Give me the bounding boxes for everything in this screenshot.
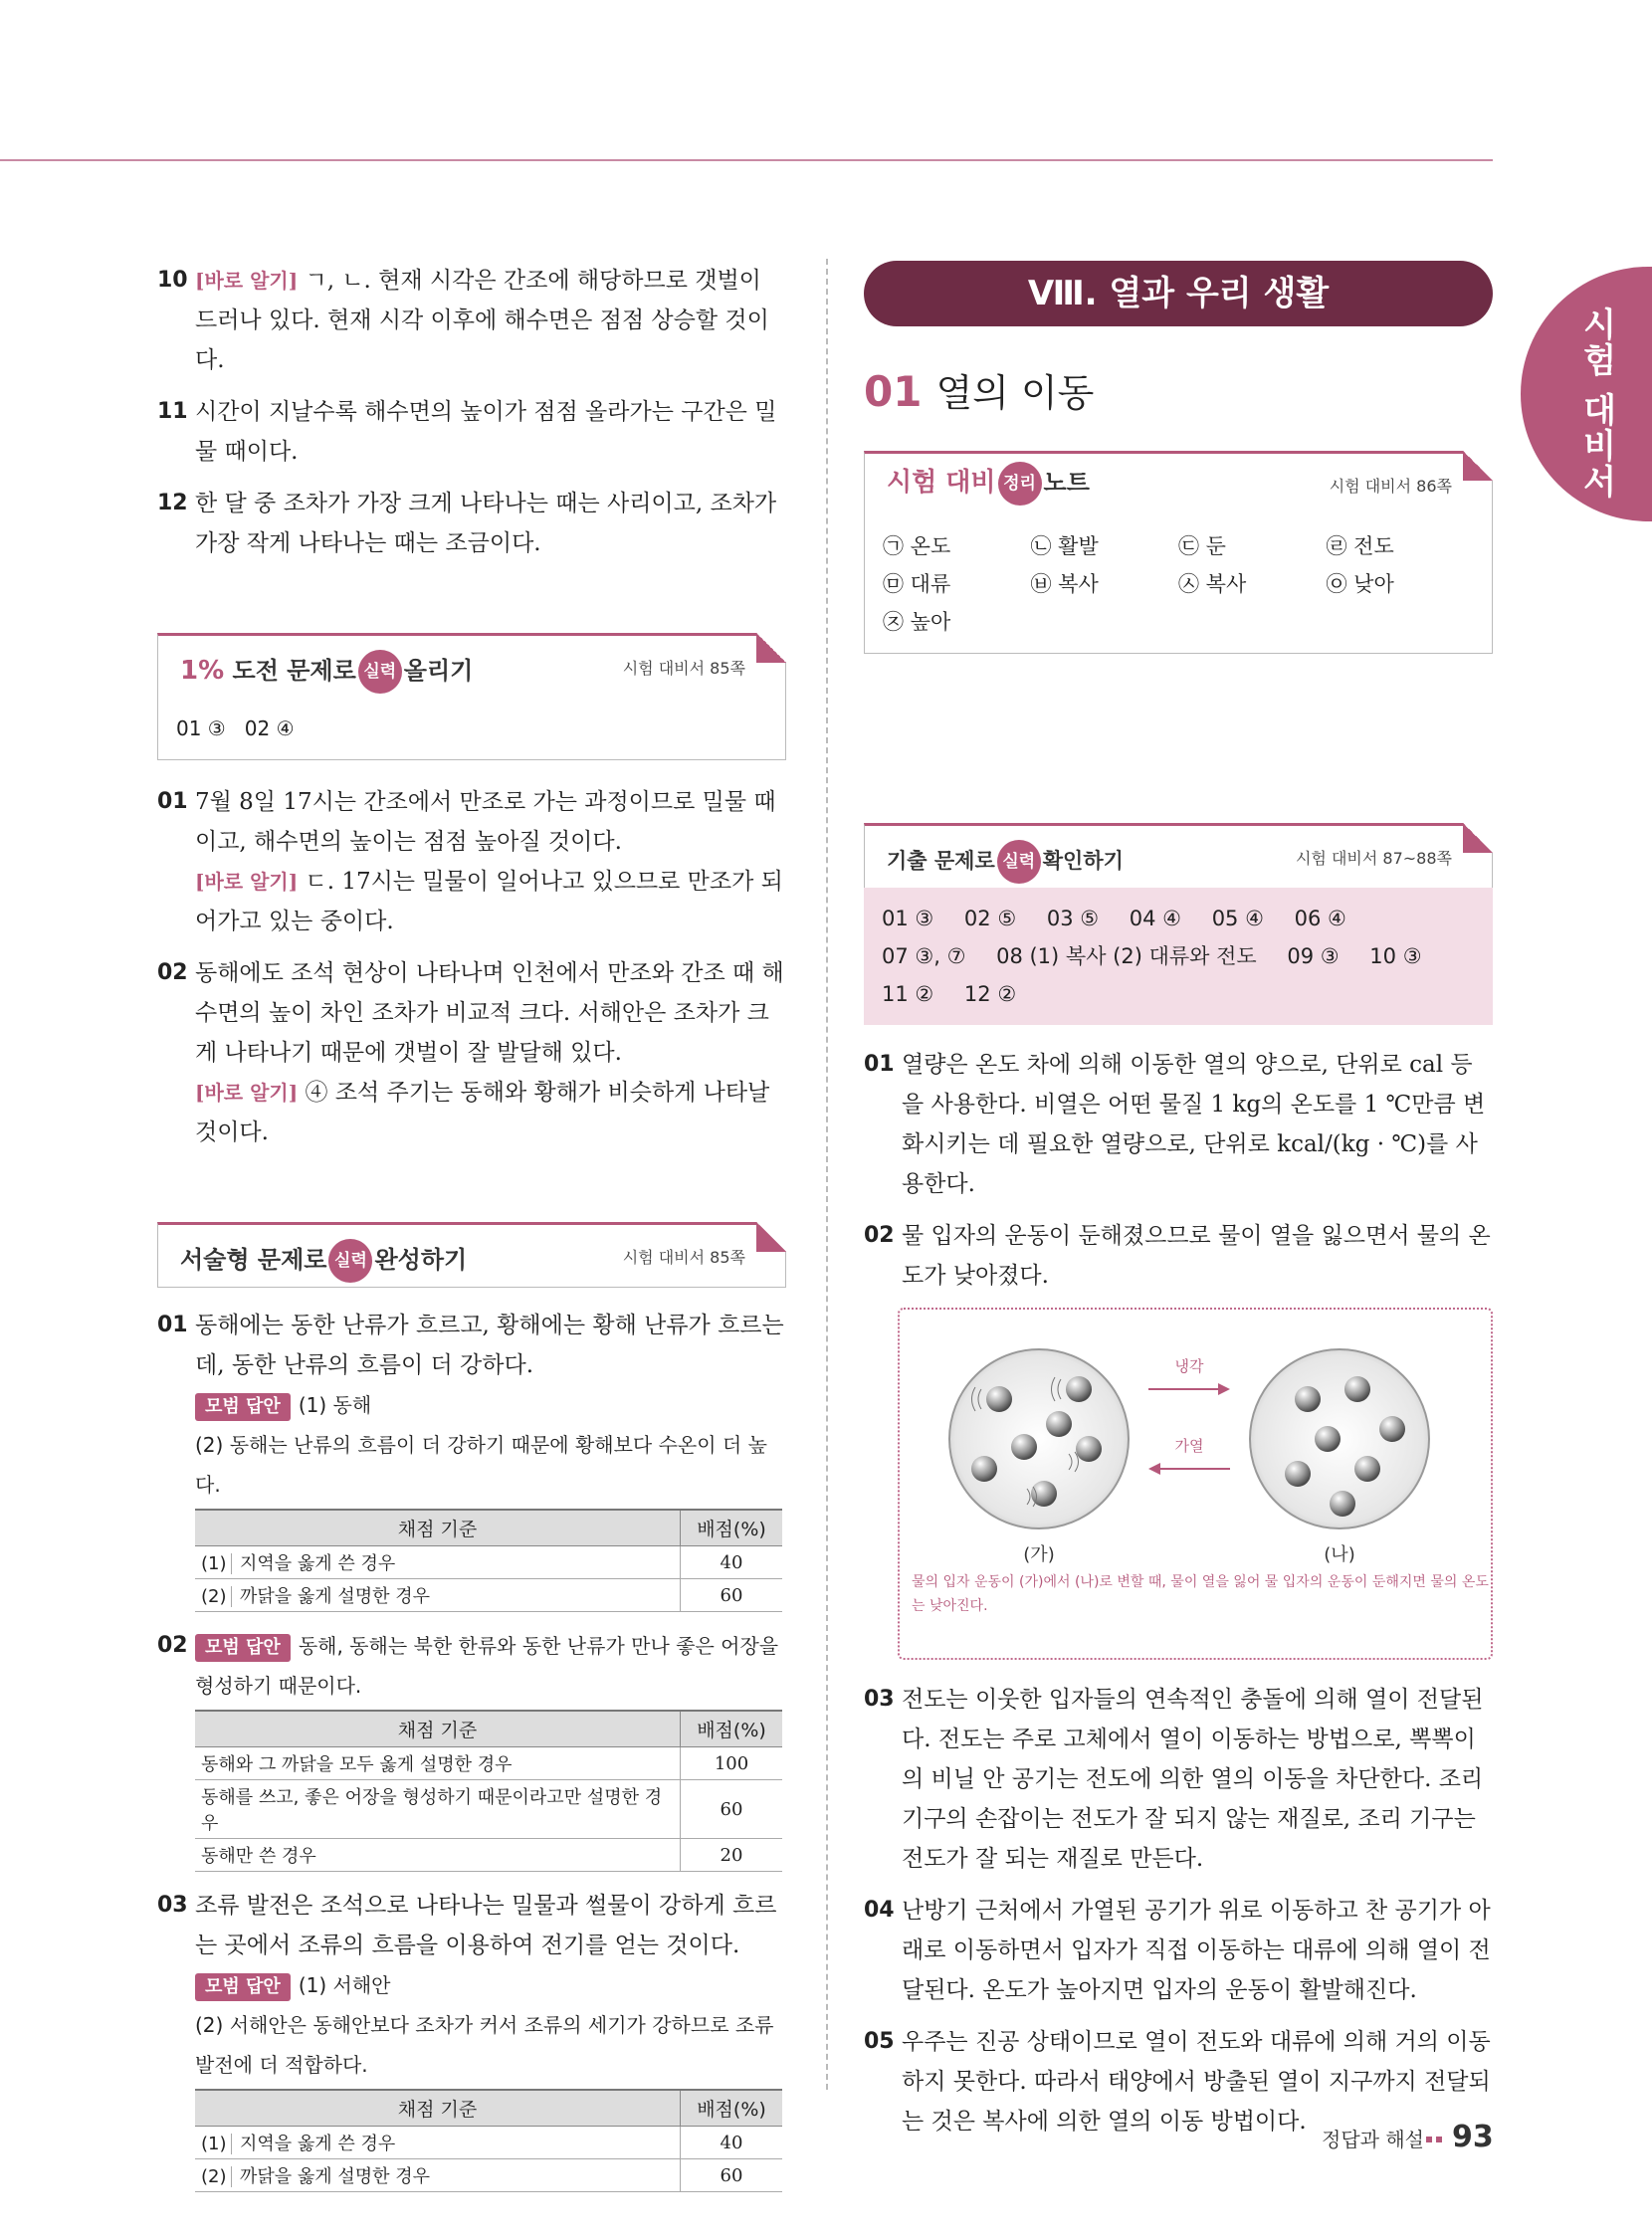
correction-label: [바로 알기] bbox=[195, 1081, 299, 1105]
side-tab bbox=[1521, 267, 1652, 521]
box-title-b: 확인하기 bbox=[1042, 849, 1124, 873]
box-header bbox=[157, 633, 786, 698]
page-footer bbox=[1322, 2120, 1494, 2154]
box-reference: 시험 대비서 85쪽 bbox=[622, 1248, 745, 1267]
table-row bbox=[195, 2159, 782, 2192]
item-number: 02 bbox=[157, 1633, 188, 1658]
answer-key: 10 ③ bbox=[1369, 944, 1422, 968]
item-text: 난방기 근처에서 가열된 공기가 위로 이동하고 찬 공기가 아래로 이동하면서 입자가 직접 이동하는 대류에 의해 열이 전달된다. 온도가 높아지면 입자의 운동이 활발해진다. bbox=[902, 1898, 1491, 2003]
criteria-header: 채점 기준 bbox=[195, 2090, 681, 2127]
item-text: ㄱ, ㄴ. 현재 시각은 간조에 해당하므로 갯벌이 드러나 있다. 현재 시각 이후에 해수면은 점점 상승할 것이다. bbox=[195, 268, 769, 373]
box-reference: 시험 대비서 87~88쪽 bbox=[1295, 849, 1452, 868]
answer-item bbox=[864, 1891, 1493, 2010]
footer-dot-icon bbox=[1426, 2137, 1432, 2142]
box-header bbox=[157, 1222, 786, 1288]
section-title: 열의 이동 bbox=[935, 371, 1095, 415]
figure-label-b: (나) bbox=[1324, 1544, 1355, 1565]
answer-item bbox=[157, 953, 786, 1152]
item-text: 한 달 중 조차가 가장 크게 나타나는 때는 사리이고, 조차가 가장 작게 나타나는 때는 조금이다. bbox=[195, 491, 777, 556]
box-answers: 01 ③ 02 ④ bbox=[157, 698, 786, 760]
box-title-a: 기출 문제로 bbox=[887, 849, 995, 873]
model-answer bbox=[157, 1385, 786, 1505]
note-item: ㉠ 온도 bbox=[883, 534, 951, 558]
answer-item bbox=[157, 261, 786, 380]
correction-label: [바로 알기] bbox=[195, 870, 299, 894]
box-badge: 실력 bbox=[358, 650, 402, 694]
item-text: 열량은 온도 차에 의해 이동한 열의 양으로, 단위로 cal 등을 사용한다. 비열은 어떤 물질 1 kg의 온도를 1 ℃만큼 변화시키는 데 필요한 열량으로, 단위로 kcal/(kg · ℃)를 사용한다. bbox=[902, 1052, 1486, 1197]
criteria-header: 채점 기준 bbox=[195, 1510, 681, 1546]
answer-key: 03 ⑤ bbox=[1046, 907, 1100, 930]
item-number: 03 bbox=[864, 1687, 895, 1712]
row-criteria: 까닭을 옳게 설명한 경우 bbox=[240, 2166, 431, 2187]
answer-item bbox=[157, 392, 786, 472]
page-number: 93 bbox=[1451, 2120, 1494, 2154]
box-prefix: 1% bbox=[180, 656, 225, 686]
scoring-table bbox=[195, 1710, 782, 1872]
box-answers bbox=[864, 888, 1493, 1025]
box-badge: 실력 bbox=[328, 1239, 372, 1283]
item-number: 03 bbox=[157, 1893, 188, 1918]
criteria-header: 채점 기준 bbox=[195, 1711, 681, 1747]
answer-part: (2) 동해는 난류의 흐름이 더 강하기 때문에 황해보다 수온이 더 높다. bbox=[195, 1433, 767, 1497]
row-points: 60 bbox=[681, 1780, 783, 1839]
scoring-table bbox=[195, 2089, 782, 2192]
particle-figure bbox=[898, 1308, 1493, 1660]
essay-question bbox=[157, 1306, 786, 1385]
box-title-b: 올리기 bbox=[403, 657, 474, 685]
essay-question bbox=[157, 1886, 786, 1965]
row-index: (1) bbox=[201, 1553, 232, 1574]
summary-note-box bbox=[864, 451, 1493, 654]
correction-text: ④ 조석 주기는 동해와 황해가 비슷하게 나타날 것이다. bbox=[195, 1080, 770, 1145]
challenge-box bbox=[157, 633, 786, 760]
box-reference: 시험 대비서 85쪽 bbox=[622, 659, 745, 678]
note-item: ㉢ 둔 bbox=[1178, 534, 1226, 558]
box-corner bbox=[756, 633, 786, 663]
box-title-a: 도전 문제로 bbox=[232, 657, 356, 685]
item-text: 동해에도 조석 현상이 나타나며 인천에서 만조와 간조 때 해수면의 높이 차인 조차가 비교적 크다. 서해안은 조차가 크게 나타나기 때문에 갯벌이 잘 발달해 있다. bbox=[195, 960, 784, 1066]
footer-label: 정답과 해설 bbox=[1322, 2128, 1424, 2151]
model-answer bbox=[157, 1965, 786, 2085]
answer-part: (1) 서해안 bbox=[298, 1973, 391, 1997]
box-header bbox=[864, 451, 1493, 515]
table-row bbox=[195, 1546, 782, 1579]
row-criteria: 까닭을 옳게 설명한 경우 bbox=[240, 1586, 431, 1607]
item-number: 11 bbox=[157, 399, 188, 424]
figure-caption: 물의 입자 운동이 (가)에서 (나)로 변할 때, 물이 열을 잃어 물 입자의 운동이 둔해지면 물의 온도는 낮아진다. bbox=[912, 1574, 1489, 1614]
row-criteria: 동해만 쓴 경우 bbox=[195, 1839, 681, 1872]
answer-key: 11 ② bbox=[882, 982, 934, 1006]
model-answer-label: 모범 답안 bbox=[195, 1973, 291, 2001]
points-header: 배점(%) bbox=[681, 1711, 783, 1747]
left-column bbox=[157, 261, 786, 2206]
row-index: (2) bbox=[201, 1586, 232, 1607]
item-number: 10 bbox=[157, 268, 188, 293]
table-row bbox=[195, 1579, 782, 1612]
answer-item bbox=[864, 1680, 1493, 1879]
heating-label: 가열 bbox=[1174, 1437, 1204, 1455]
model-answer-label: 모범 답안 bbox=[195, 1634, 291, 1662]
item-text: 조류 발전은 조석으로 나타나는 밀물과 썰물이 강하게 흐르는 곳에서 조류의 흐름을 이용하여 전기를 얻는 것이다. bbox=[195, 1893, 777, 1958]
answer-item bbox=[157, 484, 786, 563]
note-item: ㉧ 낮아 bbox=[1326, 572, 1394, 596]
note-item: ㉡ 활발 bbox=[1030, 534, 1099, 558]
top-rule bbox=[0, 159, 1493, 161]
particle-diagram bbox=[900, 1320, 1493, 1568]
answer-key: 05 ④ bbox=[1211, 907, 1264, 930]
exam-question-box bbox=[864, 823, 1493, 1025]
answer-key: 01 ③ bbox=[882, 907, 934, 930]
note-item: ㉥ 복사 bbox=[1030, 572, 1099, 596]
answer-part: (2) 서해안은 동해안보다 조차가 커서 조류의 세기가 강하므로 조류 발전에 더 적합하다. bbox=[195, 2013, 774, 2077]
answer-key: 04 ④ bbox=[1129, 907, 1181, 930]
section-number: 01 bbox=[864, 367, 923, 416]
table-row bbox=[195, 1839, 782, 1872]
item-number: 02 bbox=[157, 960, 188, 985]
item-number: 01 bbox=[157, 1313, 188, 1337]
answer-item bbox=[864, 1045, 1493, 1204]
section-heading bbox=[864, 362, 1493, 417]
footer-dot-icon bbox=[1436, 2137, 1442, 2142]
table-row bbox=[195, 1780, 782, 1839]
figure-label-a: (가) bbox=[1023, 1544, 1055, 1565]
box-title-a: 서술형 문제로 bbox=[180, 1246, 327, 1274]
item-text: 우주는 진공 상태이므로 열이 전도와 대류에 의해 거의 이동하지 못한다. 따라서 태양에서 방출된 열이 지구까지 전달되는 것은 복사에 의한 열의 이동 방법이다. bbox=[902, 2029, 1491, 2135]
side-tab-label: 시험 대비서 bbox=[1576, 306, 1616, 500]
box-header bbox=[864, 823, 1493, 888]
item-number: 01 bbox=[157, 789, 188, 814]
note-item: ㉨ 높아 bbox=[883, 610, 951, 634]
row-criteria: 지역을 옳게 쓴 경우 bbox=[240, 2134, 396, 2154]
box-title-b: 완성하기 bbox=[374, 1246, 468, 1274]
note-item: ㉦ 복사 bbox=[1178, 572, 1247, 596]
item-text: 전도는 이웃한 입자들의 연속적인 충돌에 의해 열이 전달된다. 전도는 주로 고체에서 열이 이동하는 방법으로, 뽁뽁이의 비닐 안 공기는 전도에 의한 열의 이동을 차단한다. 조리 기구의 손잡이는 전도가 잘 되지 않는 재질로, 조리 기구는 전도가 잘 되는 재질로 만든다. bbox=[902, 1687, 1484, 1872]
column-divider bbox=[826, 259, 828, 2090]
answer-item bbox=[157, 782, 786, 941]
row-points: 20 bbox=[681, 1839, 783, 1872]
box-body bbox=[864, 515, 1493, 654]
scoring-table bbox=[195, 1509, 782, 1612]
table-row bbox=[195, 1747, 782, 1780]
row-criteria: 동해를 쓰고, 좋은 어장을 형성하기 때문이라고만 설명한 경우 bbox=[195, 1780, 681, 1839]
cooling-label: 냉각 bbox=[1174, 1357, 1204, 1375]
answer-key: 02 ⑤ bbox=[963, 907, 1017, 930]
row-points: 40 bbox=[681, 2127, 783, 2159]
answer-key: 07 ③, ⑦ bbox=[882, 944, 966, 968]
answer-key: 06 ④ bbox=[1294, 907, 1346, 930]
answer-part: (1) 동해 bbox=[298, 1393, 372, 1417]
essay-box bbox=[157, 1222, 786, 1288]
box-badge: 정리 bbox=[998, 462, 1042, 506]
item-text: 동해, 동해는 북한 한류와 동한 난류가 만나 좋은 어장을 형성하기 때문이다. bbox=[195, 1634, 779, 1698]
item-number: 02 bbox=[864, 1223, 895, 1248]
item-text: 물 입자의 운동이 둔해졌으므로 물이 열을 잃으면서 물의 온도가 낮아졌다. bbox=[902, 1223, 1491, 1289]
correction-label: [바로 알기] bbox=[195, 269, 299, 293]
item-text: 7월 8일 17시는 간조에서 만조로 가는 과정이므로 밀물 때이고, 해수면의 높이는 점점 높아질 것이다. bbox=[195, 789, 776, 855]
box-corner bbox=[1463, 451, 1493, 481]
chapter-banner: Ⅷ. 열과 우리 생활 bbox=[864, 261, 1493, 326]
row-index: (2) bbox=[201, 2166, 232, 2187]
row-index: (1) bbox=[201, 2134, 232, 2154]
points-header: 배점(%) bbox=[681, 2090, 783, 2127]
row-criteria: 동해와 그 까닭을 모두 옳게 설명한 경우 bbox=[195, 1747, 681, 1780]
row-criteria: 지역을 옳게 쓴 경우 bbox=[240, 1553, 396, 1574]
row-points: 40 bbox=[681, 1546, 783, 1579]
right-column bbox=[864, 261, 1493, 2153]
item-text: 시간이 지날수록 해수면의 높이가 점점 올라가는 구간은 밀물 때이다. bbox=[195, 399, 777, 465]
item-text: 동해에는 동한 난류가 흐르고, 황해에는 황해 난류가 흐르는데, 동한 난류의 흐름이 더 강하다. bbox=[195, 1313, 784, 1378]
box-badge: 실력 bbox=[997, 840, 1041, 884]
correction-text: ㄷ. 17시는 밀물이 일어나고 있으므로 만조가 되어가고 있는 중이다. bbox=[195, 869, 783, 934]
box-reference: 시험 대비서 86쪽 bbox=[1329, 477, 1452, 496]
box-title-b: 노트 bbox=[1043, 469, 1090, 497]
item-number: 04 bbox=[864, 1898, 895, 1923]
box-corner bbox=[756, 1222, 786, 1252]
model-answer-label: 모범 답안 bbox=[195, 1393, 291, 1421]
answer-key: 09 ③ bbox=[1287, 944, 1340, 968]
answer-key: 08 (1) 복사 (2) 대류와 전도 bbox=[996, 944, 1257, 968]
row-points: 100 bbox=[681, 1747, 783, 1780]
item-number: 01 bbox=[864, 1052, 895, 1077]
table-row bbox=[195, 2127, 782, 2159]
answer-item bbox=[864, 1216, 1493, 1296]
heating-arrow-icon bbox=[1148, 1463, 1230, 1475]
row-points: 60 bbox=[681, 2159, 783, 2192]
essay-question bbox=[157, 1626, 786, 1706]
note-item: ㉣ 전도 bbox=[1326, 534, 1394, 558]
item-number: 12 bbox=[157, 491, 188, 515]
item-number: 05 bbox=[864, 2029, 895, 2054]
answer-key: 12 ② bbox=[963, 982, 1017, 1006]
note-item: ㉤ 대류 bbox=[883, 572, 951, 596]
row-points: 60 bbox=[681, 1579, 783, 1612]
cooling-arrow-icon bbox=[1148, 1383, 1230, 1395]
points-header: 배점(%) bbox=[681, 1510, 783, 1546]
box-corner bbox=[1463, 823, 1493, 853]
box-title-a: 시험 대비 bbox=[887, 468, 996, 498]
